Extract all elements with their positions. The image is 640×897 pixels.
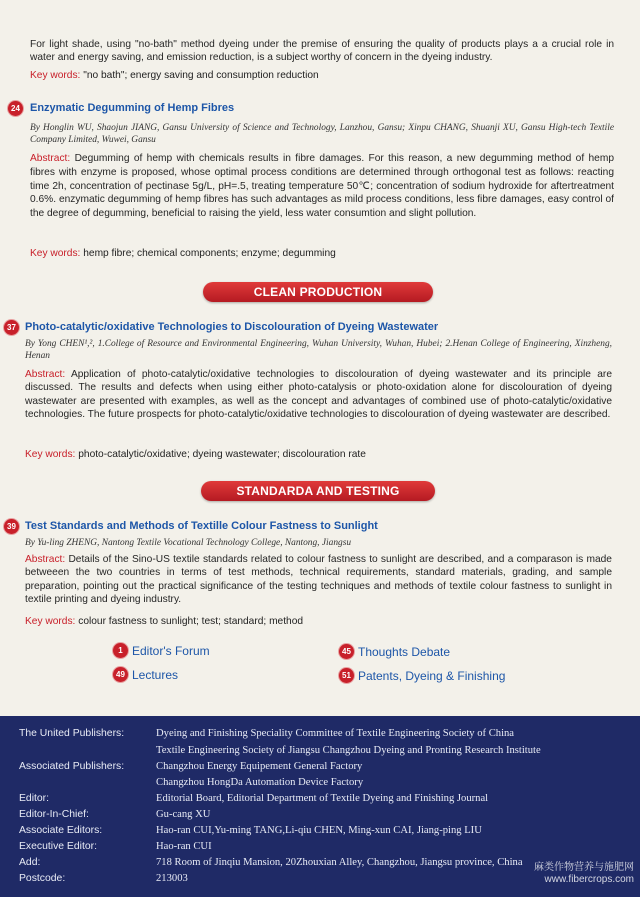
- abstract-label: Abstract:: [25, 554, 66, 565]
- footer-row: [0, 761, 640, 777]
- footer-value: Gu-cang XU: [156, 809, 211, 820]
- section-label: Lectures: [132, 667, 179, 682]
- page-number-badge: 24: [8, 101, 23, 116]
- keywords-label: Key words:: [30, 70, 81, 81]
- intro-keywords: [30, 69, 319, 82]
- section-link-editors-forum[interactable]: [113, 643, 210, 658]
- footer-row: [0, 825, 640, 841]
- article-authors: By Yu-ling ZHENG, Nantong Textile Vocational Technology College, Nantong, Jiangsu: [25, 538, 352, 548]
- article-abstract: [25, 368, 612, 422]
- section-banner-clean-production: CLEAN PRODUCTION: [203, 282, 433, 302]
- section-link-patents[interactable]: [339, 668, 505, 683]
- abstract-label: Abstract:: [25, 369, 66, 380]
- keywords-text: photo-catalytic/oxidative; dyeing wastewater; discolouration rate: [78, 449, 366, 460]
- footer-row: [0, 745, 640, 761]
- section-label: Thoughts Debate: [358, 644, 451, 659]
- footer-row: [0, 793, 640, 809]
- keywords-text: "no bath"; energy saving and consumption reduction: [83, 70, 319, 81]
- footer-value: 718 Room of Jinqiu Mansion, 20Zhouxian Alley, Changzhou, Jiangsu province, China: [156, 857, 523, 868]
- footer-label: Associate Editors:: [19, 825, 103, 836]
- footer-row: [0, 728, 640, 744]
- footer-label: Editor-In-Chief:: [19, 809, 89, 820]
- keywords-text: colour fastness to sunlight; test; standard; method: [78, 616, 304, 627]
- abstract-text: Details of the Sino-US textile standards related to colour fastness to sunlight are described, and a comparason is made betweeen the two countries in terms of test methods, technical requirements, standard materials, grading, and sample preparation, pointing out the practical significance of the testing techniques and methods of textile colour fastness to sunlight in textile printing and dyeing industry.: [25, 554, 612, 606]
- abstract-text: Degumming of hemp with chemicals results in fibre damages. For this reason, a new degumming method of hemp fibres with enzyme is proposed, whose optimal process conditions are determined through orthogonal test as follows: reacting time 2h, concentration of pectinase 5g/L, pH=.5, treating temperature 50℃; concentration of sodium hydroxide for aftertreatment 0.6%. enzymatic degumming of hemp fibres has such advantages as mild process conditions, less fibre damages, easy control of the degree of degumming, beneficial to raising the yield, less water consumtion and slight pollution.: [30, 153, 614, 220]
- footer-label: The United Publishers:: [19, 728, 125, 739]
- section-banner-standard-testing: STANDARDA AND TESTING: [201, 481, 435, 501]
- article-keywords: [25, 615, 303, 628]
- article-abstract: [25, 553, 612, 607]
- section-label: Patents, Dyeing & Finishing: [358, 668, 506, 683]
- page-number-badge: 49: [113, 667, 128, 682]
- article-authors: By Honglin WU, Shaojun JIANG, Gansu University of Science and Technology, Lanzhou, Gansu; Xinpu CHANG, Shuanji XU, Gansu High-tech Textile Company Limited, Wuwei, Gansu: [30, 123, 614, 146]
- article-title[interactable]: Enzymatic Degumming of Hemp Fibres: [30, 102, 235, 114]
- intro-paragraph: For light shade, using "no-bath" method dyeing under the premise of ensuring the quality of products plays a a crucial role in water and energy saving, and emission reduction, is a subject worthy of concern in the dyeing industry.: [30, 39, 614, 64]
- page-number-badge: 51: [339, 668, 354, 683]
- footer-value: Textile Engineering Society of Jiangsu Changzhou Dyeing and Pronting Research Institute: [156, 745, 541, 756]
- footer-row: [0, 809, 640, 825]
- footer-value: Changzhou Energy Equipement General Factory: [156, 761, 363, 772]
- keywords-label: Key words:: [25, 449, 76, 460]
- abstract-text: Application of photo-catalytic/oxidative technologies to discolouration of dyeing wastewater and its principle are discussed. The results and defects when using either photo-catalysis or photo-oxidation alone for discolouration of dyeing wastewater are presented with examples, as well as the concept and advantages of combined use of photo-catalytic/oxidative technologies. The future prospects for photo-catalytic/oxidative technologies to discolouration of dyeing wastewater are described.: [25, 369, 612, 421]
- footer-value: Dyeing and Finishing Speciality Committee of Textile Engineering Society of China: [156, 728, 515, 739]
- footer-label: Executive Editor:: [19, 841, 97, 852]
- article-title[interactable]: Photo-catalytic/oxidative Technologies to Discolouration of Dyeing Wastewater: [25, 321, 439, 333]
- footer-value: 213003: [156, 873, 188, 884]
- section-label: Editor's Forum: [132, 643, 210, 658]
- article-keywords: [25, 448, 366, 461]
- article-abstract: [30, 152, 614, 221]
- footer-value: Hao-ran CUI,Yu-ming TANG,Li-qiu CHEN, Ming-xun CAI, Jiang-ping LIU: [156, 825, 482, 836]
- section-link-lectures[interactable]: [113, 667, 178, 682]
- footer-row: [0, 777, 640, 793]
- abstract-label: Abstract:: [30, 153, 71, 164]
- footer-row: [0, 841, 640, 857]
- watermark-line: 麻类作物营养与施肥网: [534, 862, 634, 873]
- article-title[interactable]: Test Standards and Methods of Textille Colour Fastness to Sunlight: [25, 520, 378, 532]
- keywords-label: Key words:: [25, 616, 76, 627]
- site-watermark: [534, 862, 634, 886]
- footer-value: Editorial Board, Editorial Department of Textile Dyeing and Finishing Journal: [156, 793, 489, 804]
- footer-value: Changzhou HongDa Automation Device Factory: [156, 777, 364, 788]
- page-number-badge: 37: [4, 320, 19, 335]
- footer-label: Associated Publishers:: [19, 761, 125, 772]
- page-number-badge: 1: [113, 643, 128, 658]
- watermark-url: www.fibercrops.com: [544, 874, 634, 885]
- footer-value: Hao-ran CUI: [156, 841, 212, 852]
- article-keywords: [30, 247, 336, 260]
- article-authors: By Yong CHEN¹,², 1.College of Resource and Environmental Engineering, Wuhan University, Wuhan, Hubei; 2.Henan College of Engineering, Xinzheng, Henan: [25, 339, 612, 362]
- page-number-badge: 45: [339, 644, 354, 659]
- keywords-text: hemp fibre; chemical components; enzyme; degumming: [83, 248, 336, 259]
- footer-label: Add:: [19, 857, 41, 868]
- page-number-badge: 39: [4, 519, 19, 534]
- keywords-label: Key words:: [30, 248, 81, 259]
- section-link-thoughts-debate[interactable]: [339, 644, 450, 659]
- footer-label: Postcode:: [19, 873, 66, 884]
- footer-label: Editor:: [19, 793, 50, 804]
